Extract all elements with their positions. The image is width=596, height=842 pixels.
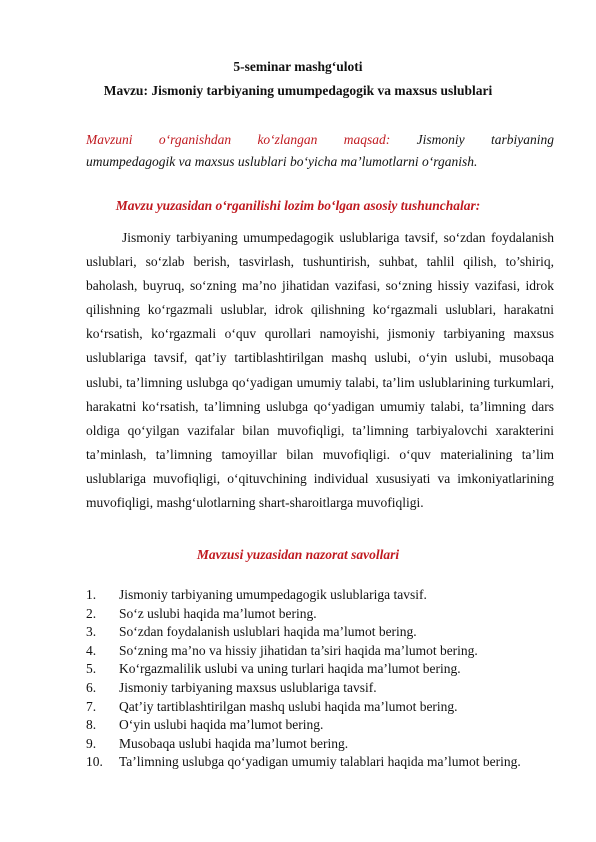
list-item bbox=[86, 679, 556, 698]
list-item bbox=[86, 735, 556, 754]
question-number: 4. bbox=[86, 642, 97, 658]
question-text: Jismoniy tarbiyaning maxsus uslublariga tavsif. bbox=[119, 679, 377, 695]
list-item bbox=[86, 642, 556, 661]
question-number: 1. bbox=[86, 587, 97, 602]
question-number: 6. bbox=[86, 679, 97, 695]
question-number: 5. bbox=[86, 661, 97, 677]
list-item bbox=[86, 586, 556, 605]
question-text: Jismoniy tarbiyaning umumpedagogik uslublariga tavsif. bbox=[119, 587, 427, 602]
question-text: So‘zning ma’no va hissiy jihatidan ta’siri haqida ma’lumot bering. bbox=[119, 642, 478, 658]
question-number: 3. bbox=[86, 624, 97, 640]
control-questions-list bbox=[86, 586, 556, 772]
seminar-title: 5-seminar mashg‘uloti bbox=[233, 59, 363, 74]
list-item bbox=[86, 716, 556, 735]
question-text: So‘zdan foydalanish uslublari haqida ma’lumot bering. bbox=[119, 624, 417, 640]
question-number: 2. bbox=[86, 605, 97, 621]
question-number: 7. bbox=[86, 698, 97, 714]
question-number: 9. bbox=[86, 735, 97, 751]
goal-label: Mavzuni o‘rganishdan ko‘zlangan maqsad: bbox=[86, 132, 391, 147]
questions-heading: Mavzusi yuzasidan nazorat savollari bbox=[196, 547, 400, 562]
list-item bbox=[86, 698, 556, 717]
goal-statement bbox=[86, 126, 554, 153]
question-text: O‘yin uslubi haqida ma’lumot bering. bbox=[119, 717, 324, 733]
concepts-heading: Mavzu yuzasidan o‘rganilishi lozim bo‘lgan asosiy tushunchalar: bbox=[115, 198, 481, 213]
question-number: 8. bbox=[86, 717, 97, 733]
concepts-paragraph: Jismoniy tarbiyaning umumpedagogik uslublariga tavsif, so‘zdan foydalanish uslublari, so‘zlab berish, tasvirlash, tushuntirish, suhbat, tahlil qilish, to’shiriq, baholash, buyruq, so‘zning ma’no jihatidan vazifasi, so‘zning hissiy vazifasi, idrok qilishning ko‘rgazmali uslublar, idrok qilishning ko‘rgazmali uslublari, harakatni ko‘rsatish, ko‘rgazmali o‘quv qurollari namoyishi, jismoniy tarbiyaning maxsus uslublariga tavsif, qat’iy tartiblashtirilgan mashq uslubi, o‘yin uslubi, musobaqa uslubi, ta’limning uslubga qo‘yadigan umumiy talabi, ta’lim uslublarining turkumlari, harakatni ko‘rsatish, ta’limning uslubga qo‘yadigan umumiy talabi, ta’limning dars oldiga qo‘yilgan vazifalar bilan muvofiqligi, ta’limning tarbiyalovchi xarakterini ta’minlash, ta’limning tamoyillar bilan muvofiqligi. o‘quv materialining ta’lim uslublariga muvofiqligi, o‘qituvchining individual xususiyati va imkoniyatlarining muvofiqligi, mashg‘ulotlarning shart-sharoitlarga muvofiqligi. bbox=[86, 230, 554, 511]
question-text: Ko‘rgazmalilik uslubi va uning turlari haqida ma’lumot bering. bbox=[119, 661, 461, 677]
list-item bbox=[86, 623, 556, 642]
goal-text-part1: Jismoniy tarbiyaning bbox=[416, 132, 554, 147]
question-text: Ta’limning uslubga qo‘yadigan umumiy talablari haqida ma’lumot bering. bbox=[119, 754, 521, 770]
question-text: Qat’iy tartiblashtirilgan mashq uslubi haqida ma’lumot bering. bbox=[119, 698, 458, 714]
list-item bbox=[86, 660, 556, 679]
list-item bbox=[86, 605, 556, 624]
topic-title: Mavzu: Jismoniy tarbiyaning umumpedagogik va maxsus uslublari bbox=[103, 83, 493, 98]
question-text: Musobaqa uslubi haqida ma’lumot bering. bbox=[119, 735, 349, 751]
goal-text-part2: umumpedagogik va maxsus uslublari bo‘yicha ma’lumotlarni o‘rganish. bbox=[86, 154, 478, 169]
question-number: 10. bbox=[86, 754, 103, 770]
list-item bbox=[86, 753, 556, 772]
question-text: So‘z uslubi haqida ma’lumot bering. bbox=[119, 605, 317, 621]
